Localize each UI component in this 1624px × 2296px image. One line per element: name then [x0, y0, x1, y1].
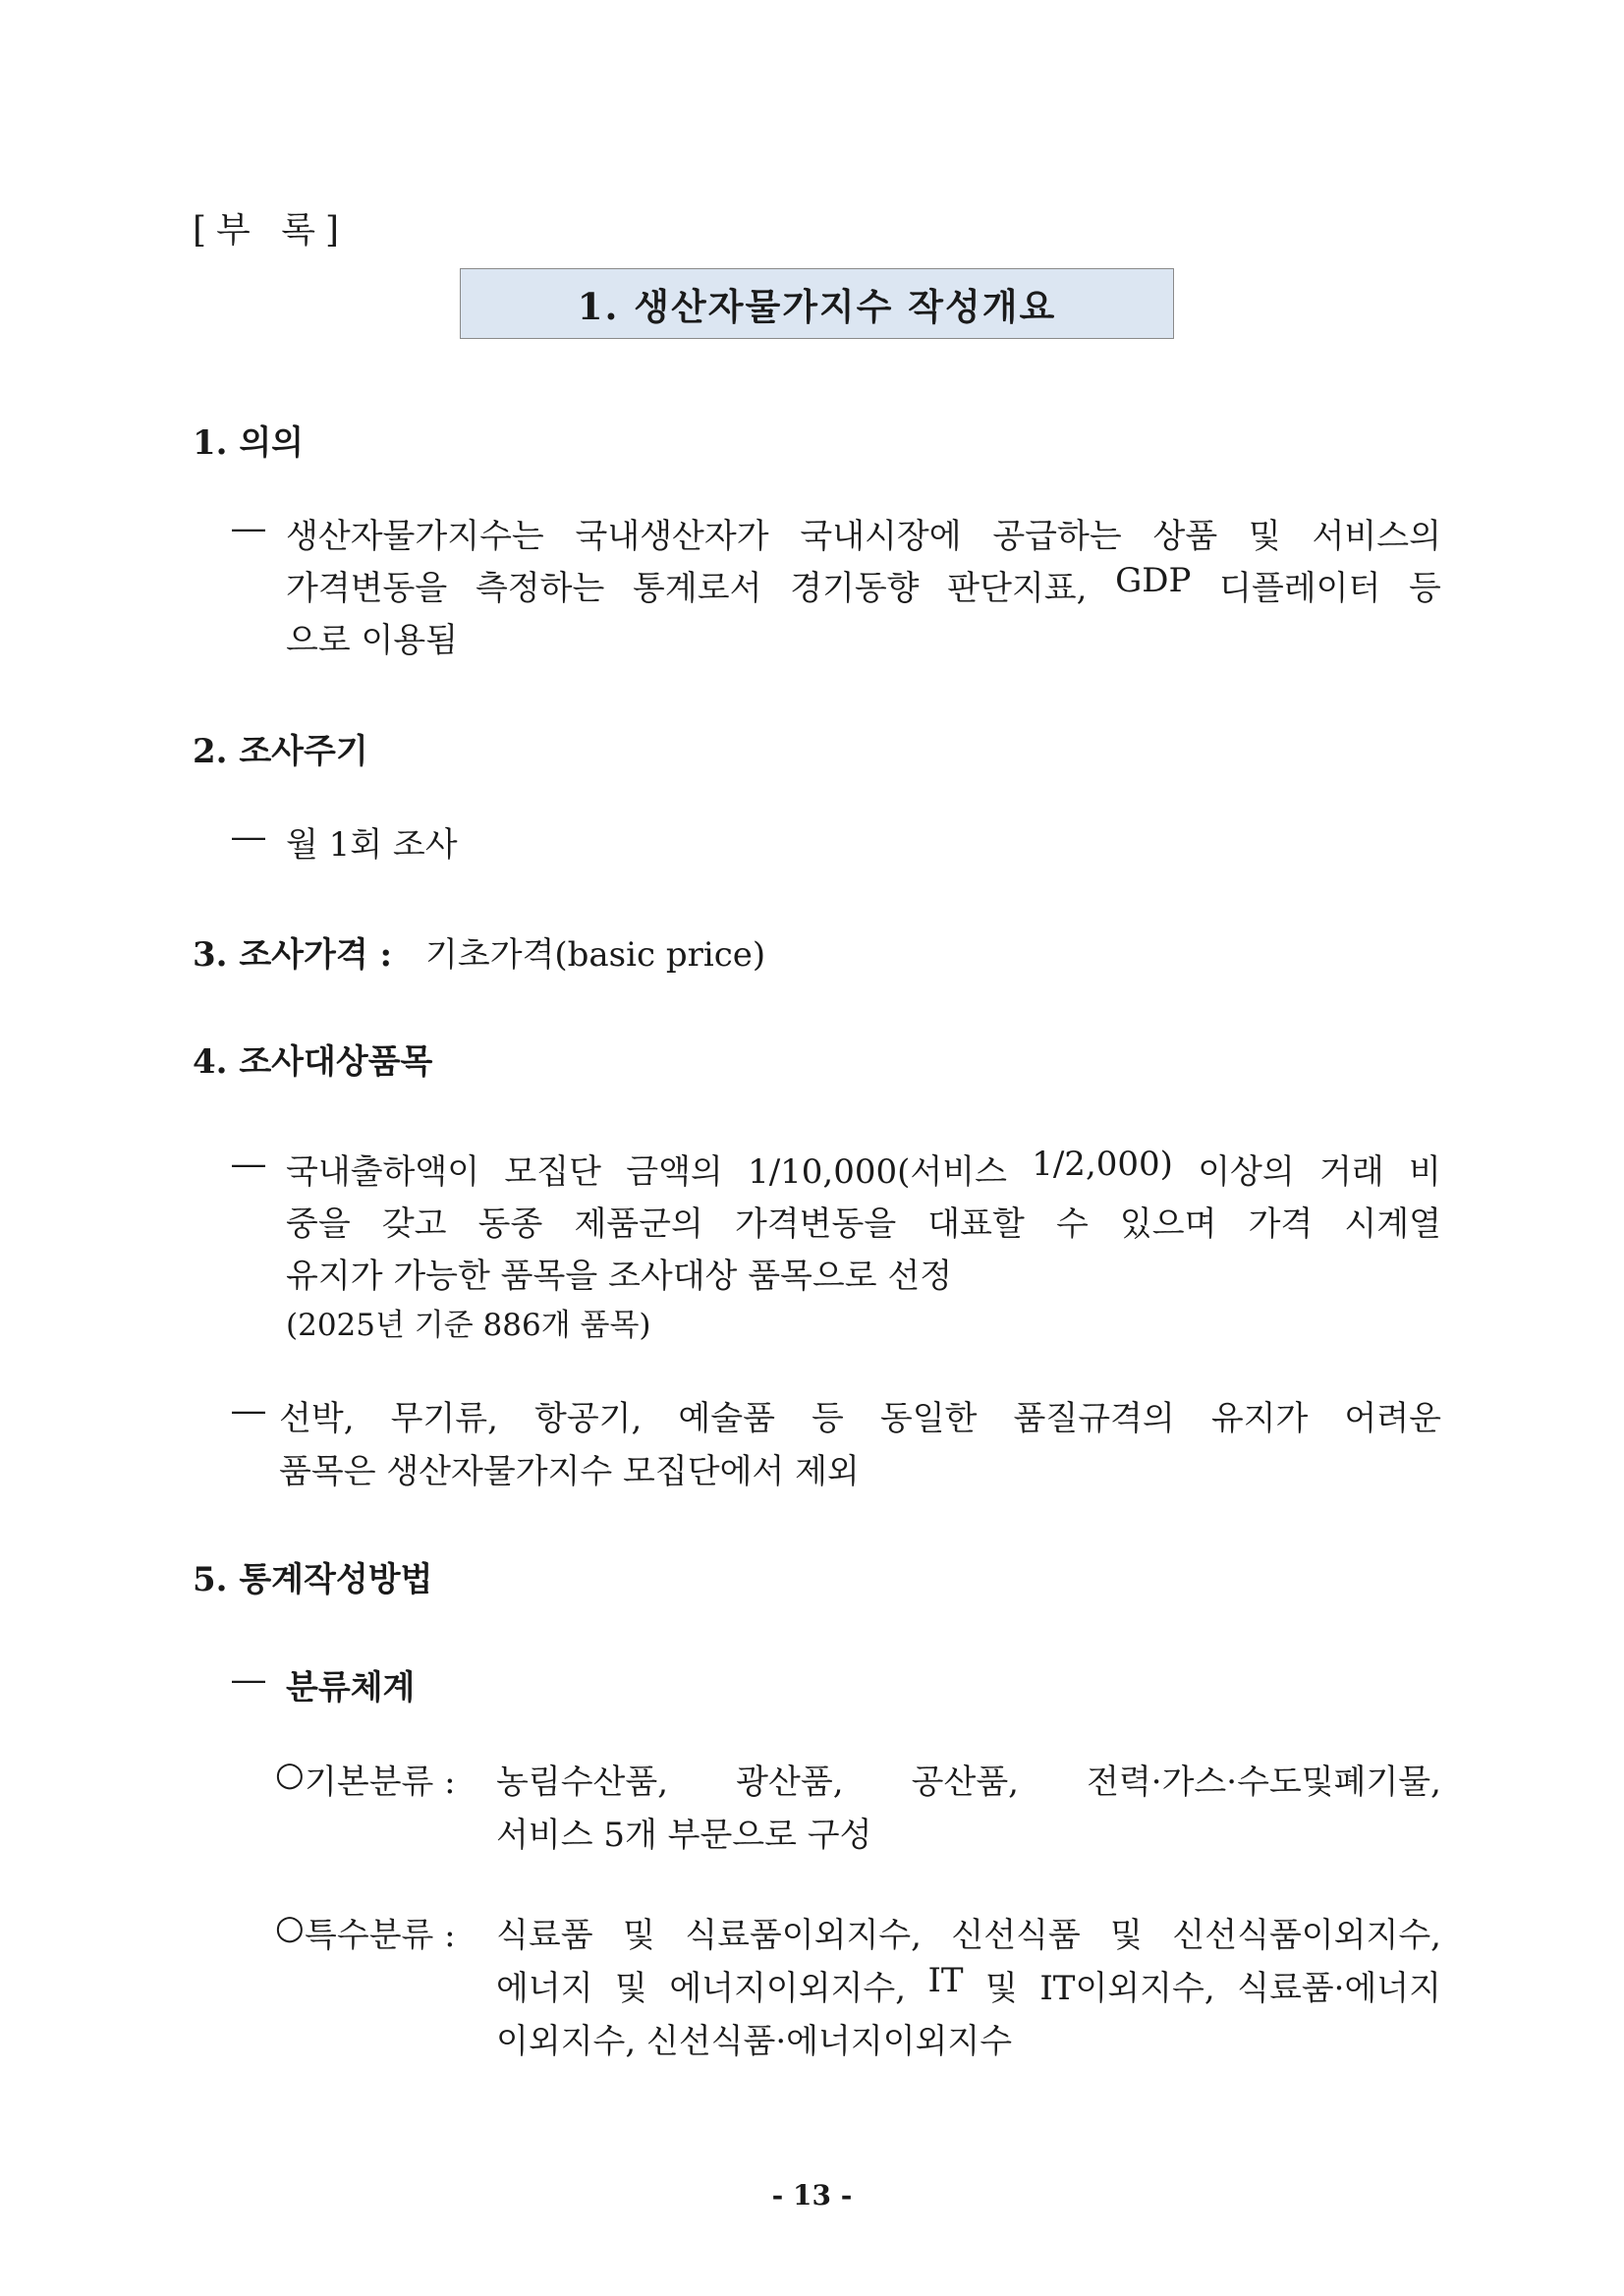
text-word: 신선식품: [951, 1916, 1081, 1955]
section-1-line-2: [286, 561, 1441, 609]
text-word: 있으며: [1119, 1204, 1217, 1244]
text-word: 시계열: [1344, 1204, 1441, 1244]
basic-classification-line-1: [496, 1755, 1441, 1803]
page-title: 1. 생산자물가지수 작성개요: [577, 285, 1057, 328]
text-word: 통계로서: [633, 569, 762, 608]
text-word: 가격: [1248, 1204, 1314, 1244]
text-word: 동종: [477, 1204, 543, 1244]
section-2-line-1: 월 1회 조사: [286, 825, 458, 865]
text-word: 측정하는: [475, 569, 605, 608]
dash-marker: ―: [232, 1145, 265, 1184]
appendix-label: [부 록]: [193, 210, 350, 251]
text-word: 중을: [286, 1204, 351, 1244]
text-word: 식료품이외지수,: [685, 1916, 922, 1955]
section-3-heading: 3. 조사가격 :: [193, 935, 393, 975]
text-word: 및: [622, 1916, 655, 1955]
title-box: [460, 268, 1174, 339]
text-word: 가격변동을: [286, 569, 448, 608]
text-word: 어려운: [1344, 1399, 1441, 1438]
text-word: 1/10,000(서비스: [748, 1152, 1007, 1192]
text-word: 에너지이외지수,: [669, 1969, 907, 2008]
text-word: 에너지: [496, 1969, 593, 2008]
text-word: 광산품,: [736, 1763, 844, 1802]
section-1-heading: 1. 의의: [193, 423, 305, 463]
text-word: 모집단: [504, 1152, 601, 1192]
text-word: 공산품,: [911, 1763, 1019, 1802]
classification-heading: 분류체계: [286, 1668, 416, 1708]
circle-bullet: ○: [275, 1908, 305, 1947]
text-word: 판단지표,: [947, 569, 1088, 608]
text-word: 갖고: [381, 1204, 447, 1244]
text-word: 이상의: [1198, 1152, 1295, 1192]
text-word: 및: [1110, 1916, 1143, 1955]
text-word: 국내생산자가: [575, 517, 769, 556]
special-classification-line-2: [496, 1961, 1441, 2009]
section-5-heading: 5. 통계작성방법: [193, 1560, 433, 1599]
text-word: 항공기,: [533, 1399, 643, 1438]
text-word: 동일한: [879, 1399, 978, 1438]
text-word: 제품군의: [574, 1204, 703, 1244]
text-word: 수: [1055, 1204, 1089, 1244]
basic-classification-line-2: 서비스 5개 부문으로 구성: [496, 1816, 872, 1855]
text-word: IT: [927, 1961, 964, 2000]
text-word: 및: [1248, 517, 1281, 556]
basic-classification-label: 기본분류 :: [305, 1763, 456, 1802]
text-word: 1/2,000): [1032, 1145, 1173, 1184]
dash-marker: ―: [232, 817, 265, 857]
text-word: 및: [615, 1969, 647, 2008]
section-1-line-1: [286, 509, 1441, 557]
text-word: 전력·가스·수도및폐기물,: [1087, 1763, 1441, 1802]
text-word: 및: [985, 1969, 1018, 2008]
section-4-item1-note: (2025년 기준 886개 품목): [286, 1308, 651, 1343]
text-word: GDP: [1115, 561, 1192, 600]
text-word: 가격변동을: [734, 1204, 897, 1244]
section-4-item1-line-2: [286, 1197, 1441, 1245]
text-word: 품질규격의: [1013, 1399, 1175, 1438]
dash-marker: ―: [232, 509, 265, 548]
text-word: 디플레이터: [1219, 569, 1381, 608]
text-word: 서비스의: [1312, 517, 1441, 556]
section-2-heading: 2. 조사주기: [193, 732, 368, 771]
text-word: 상품: [1152, 517, 1218, 556]
text-word: 무기류,: [390, 1399, 498, 1438]
text-word: IT이외지수,: [1039, 1969, 1215, 2008]
text-word: 등: [1409, 569, 1441, 608]
text-word: 경기동향: [790, 569, 920, 608]
text-word: 비: [1409, 1152, 1441, 1192]
text-word: 예술품: [678, 1399, 775, 1438]
text-word: 거래: [1319, 1152, 1384, 1192]
dash-marker: ―: [232, 1660, 265, 1700]
section-3-text: 기초가격(basic price): [425, 935, 766, 975]
text-word: 선박,: [279, 1399, 355, 1438]
text-word: 금액의: [626, 1152, 723, 1192]
section-4-item1-line-3: 유지가 가능한 품목을 조사대상 품목으로 선정: [286, 1257, 953, 1296]
special-classification-line-3: 이외지수, 신선식품·에너지이외지수: [496, 2022, 1013, 2061]
special-classification-label: 특수분류 :: [305, 1916, 456, 1955]
text-word: 국내시장에: [800, 517, 962, 556]
text-word: 공급하는: [992, 517, 1122, 556]
text-word: 신선식품이외지수,: [1172, 1916, 1441, 1955]
dash-marker: ―: [232, 1391, 265, 1430]
page-number: - 13 -: [771, 2179, 853, 2212]
circle-bullet: ○: [275, 1755, 305, 1794]
section-4-heading: 4. 조사대상품목: [193, 1042, 433, 1082]
text-word: 식료품·에너지: [1237, 1969, 1441, 2008]
text-word: 유지가: [1210, 1399, 1309, 1438]
section-4-item2-line-2: 품목은 생산자물가지수 모집단에서 제외: [279, 1452, 860, 1491]
text-word: 생산자물가지수는: [286, 517, 544, 556]
text-word: 등: [811, 1399, 844, 1438]
special-classification-line-1: [496, 1908, 1441, 1956]
section-4-item2-line-1: [279, 1391, 1441, 1439]
section-1-line-3: 으로 이용됨: [286, 621, 459, 660]
text-word: 식료품: [496, 1916, 593, 1955]
text-word: 대표할: [927, 1204, 1025, 1244]
text-word: 농림수산품,: [496, 1763, 669, 1802]
section-4-item1-line-1: [286, 1145, 1441, 1193]
text-word: 국내출하액이: [286, 1152, 480, 1192]
